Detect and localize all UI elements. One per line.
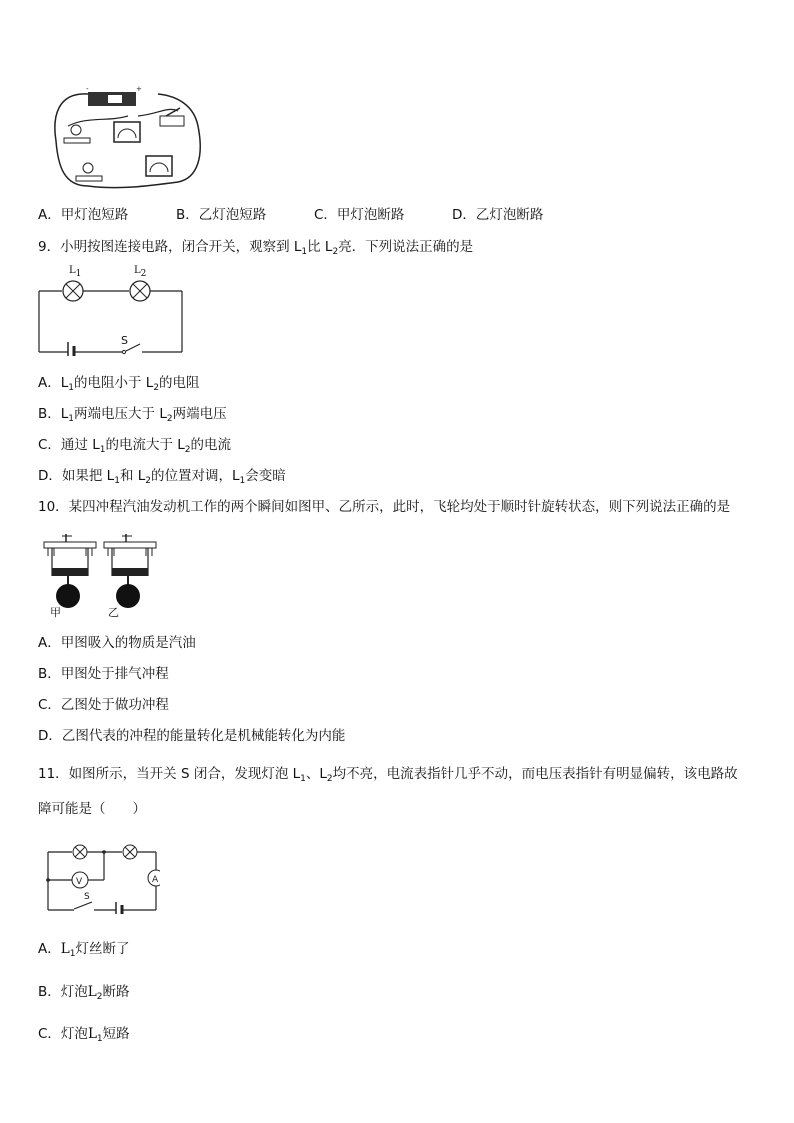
q10-option-d[interactable]: D．乙图代表的冲程的能量转化是机械能转化为内能 [38,728,346,744]
q9-option-b[interactable]: B．$L_1$两端电压大于 $L_2$两端电压 [38,406,227,424]
q11-stem-line1: 11．如图所示，当开关 S 闭合，发现灯泡 $L_1$、$L_2$均不亮，电流表指针几乎不动，而电压表指针有明显偏转，该电路故 [38,766,738,784]
svg-text:-: - [86,86,89,93]
q9-stem: 9．小明按图连接电路，闭合开关，观察到 $L_1$比 $L_2$亮．下列说法正确的是 [38,239,474,257]
q10-fig-label-yi: 乙 [108,606,119,619]
q9-l1-label: $L_1$ [69,265,82,279]
q11-option-b[interactable]: B．灯泡$L_2$断路 [38,984,130,1002]
q11-option-c[interactable]: C．灯泡$L_1$短路 [38,1026,130,1044]
q10-fig-label-jia: 甲 [50,606,61,619]
q9-option-a[interactable]: A．$L_1$的电阻小于 $L_2$的电阻 [38,375,200,393]
q8-circuit-figure [48,86,208,194]
q11-switch-label: S [84,892,90,902]
q9-option-c[interactable]: C．通过 $L_1$的电流大于 $L_2$的电流 [38,437,232,455]
q9-option-d[interactable]: D．如果把 $L_1$和 $L_2$的位置对调，$L_1$会变暗 [38,468,286,486]
svg-text:+: + [136,86,142,93]
q8-option-a[interactable]: A．甲灯泡短路 [38,207,129,223]
q10-option-b[interactable]: B．甲图处于排气冲程 [38,666,169,682]
svg-text:A: A [152,875,159,885]
q11-option-a[interactable]: A．$L_1$灯丝断了 [38,941,130,959]
q8-option-c[interactable]: C．甲灯泡断路 [314,207,405,223]
q10-option-c[interactable]: C．乙图处于做功冲程 [38,697,169,713]
q11-stem-line2: 障可能是（ ） [38,801,146,817]
svg-text:V: V [76,877,83,887]
q9-switch-label: S [121,334,128,347]
q9-l2-label: $L_2$ [134,265,147,279]
q11-circuit-figure [44,842,160,914]
q9-circuit-figure [36,260,186,356]
q8-option-d[interactable]: D．乙灯泡断路 [452,207,544,223]
q10-stem: 10．某四冲程汽油发动机工作的两个瞬间如图甲、乙所示，此时，飞轮均处于顺时针旋转状态，则下列说法正确的是 [38,499,731,515]
q10-option-a[interactable]: A．甲图吸入的物质是汽油 [38,635,196,651]
q8-option-b[interactable]: B．乙灯泡短路 [176,207,267,223]
